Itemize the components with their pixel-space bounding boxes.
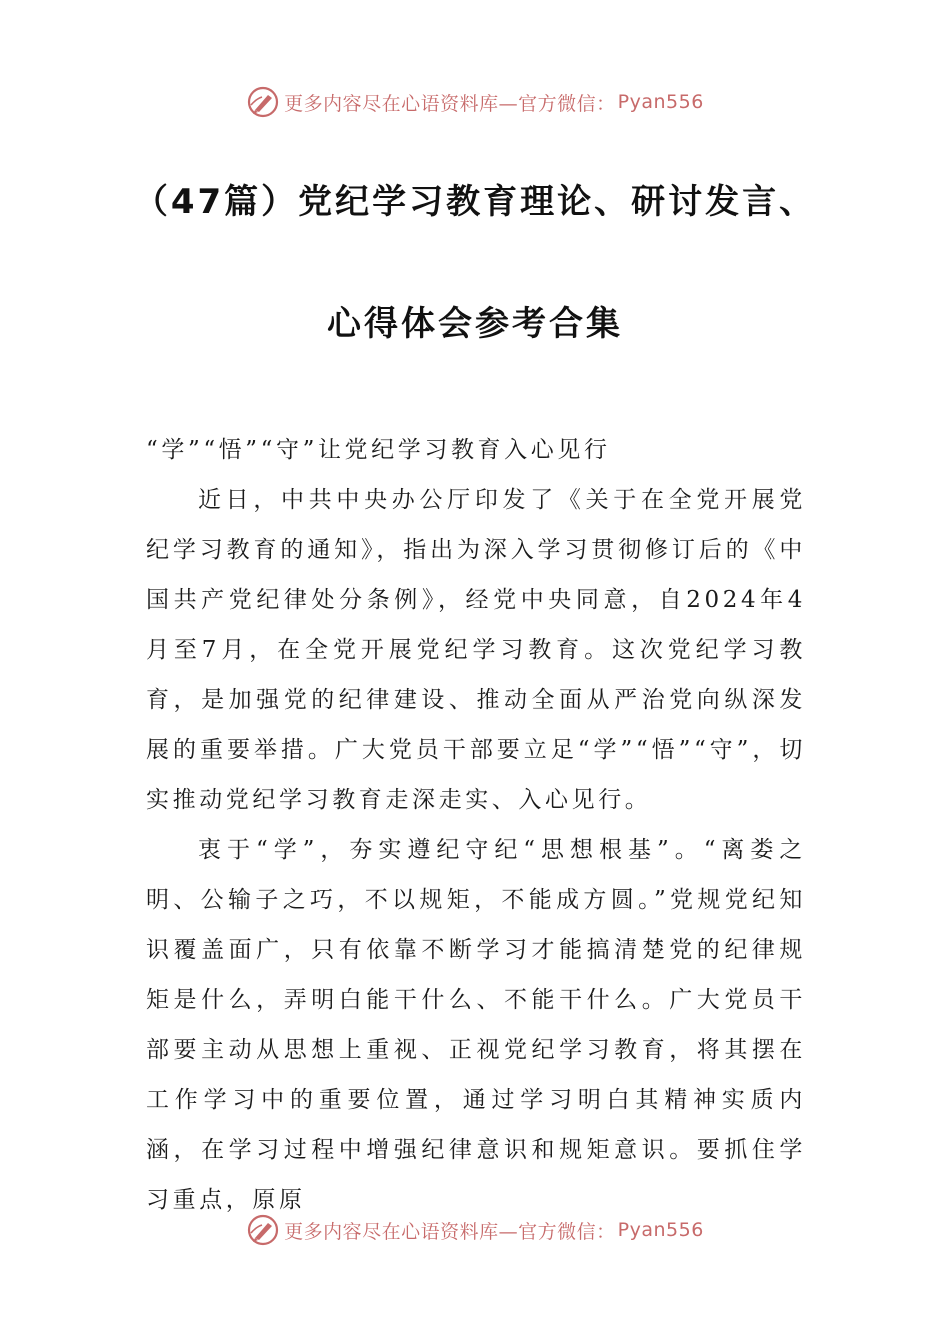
section-heading: “学”“悟”“守”让党纪学习教育入心见行	[146, 437, 611, 463]
document-body	[146, 425, 806, 1225]
pen-circle-logo-icon	[246, 1213, 280, 1247]
banner-wechat-id: Pyan556	[617, 91, 704, 113]
footer-watermark-banner	[0, 1210, 950, 1250]
banner-wechat-id: Pyan556	[617, 1219, 704, 1241]
banner-text: 更多内容尽在心语资料库—官方微信：	[284, 92, 616, 115]
document-title-line-1: （47篇）党纪学习教育理论、研讨发言、	[133, 182, 817, 222]
document-title-line-2: 心得体会参考合集	[327, 304, 623, 344]
banner-text: 更多内容尽在心语资料库—官方微信：	[284, 1220, 616, 1243]
header-watermark-banner	[0, 82, 950, 122]
body-paragraph: 近日，中共中央办公厅印发了《关于在全党开展党纪学习教育的通知》，指出为深入学习贯彻修订后的《中国共产党纪律处分条例》，经党中央同意，自2024年4月至7月，在全党开展党纪学习教育。这次党纪学习教育，是加强党的纪律建设、推动全面从严治党向纵深发展的重要举措。广大党员干部要立足“学”“悟”“守”，切实推动党纪学习教育走深走实、入心见行。	[146, 487, 806, 813]
body-paragraph: 衷于“学”，夯实遵纪守纪“思想根基”。“离娄之明、公输子之巧，不以规矩，不能成方圆。”党规党纪知识覆盖面广，只有依靠不断学习才能搞清楚党的纪律规矩是什么，弄明白能干什么、不能干什么。广大党员干部要主动从思想上重视、正视党纪学习教育，将其摆在工作学习中的重要位置，通过学习明白其精神实质内涵，在学习过程中增强纪律意识和规矩意识。要抓住学习重点，原原	[146, 837, 806, 1213]
pen-circle-logo-icon	[246, 85, 280, 119]
